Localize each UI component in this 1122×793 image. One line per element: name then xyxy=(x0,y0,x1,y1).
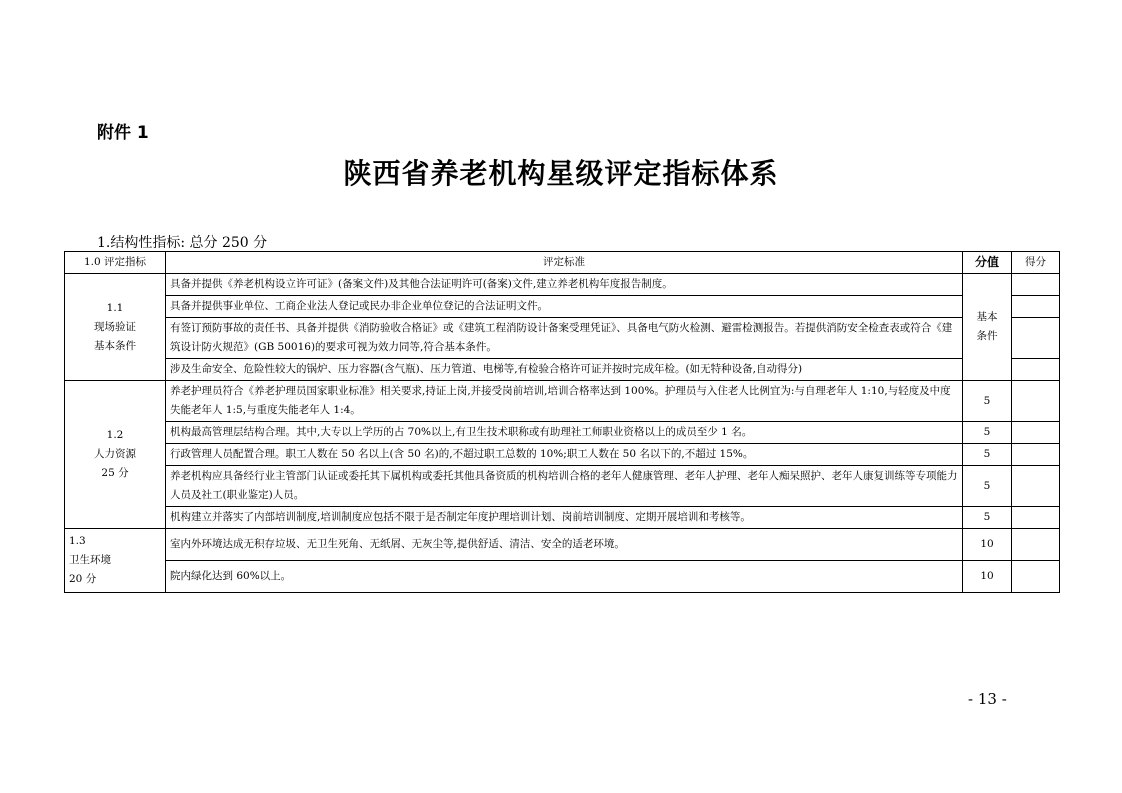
indicator-number: 1.3 xyxy=(69,535,86,547)
score-basic-1: 基本 xyxy=(976,311,998,323)
criteria-cell: 涉及生命安全、危险性较大的锅炉、压力容器(含气瓶)、压力管道、电梯等,有检验合格许可证并按时完成年检。(如无特种设备,自动得分) xyxy=(166,359,963,381)
criteria-cell: 养老机构应具备经行业主管部门认证或委托其下属机构或委托其他具备资质的机构培训合格的老年人健康管理、老年人护理、老年人痴呆照护、老年人康复训练等专项能力人员及社工(职业鉴定)人员。 xyxy=(166,466,963,507)
table-row xyxy=(65,422,1060,444)
criteria-cell: 具备并提供事业单位、工商企业法人登记或民办非企业单位登记的合法证明文件。 xyxy=(166,296,963,318)
obtained-cell xyxy=(1012,529,1060,561)
table-row xyxy=(65,381,1060,422)
table-row xyxy=(65,561,1060,593)
criteria-cell: 行政管理人员配置合理。职工人数在 50 名以上(含 50 名)的,不超过职工总数的 10%;职工人数在 50 名以下的,不超过 15%。 xyxy=(166,444,963,466)
table-row xyxy=(65,466,1060,507)
indicator-cell-1-3 xyxy=(65,529,166,593)
table-row xyxy=(65,274,1060,296)
indicator-cell-1-2 xyxy=(65,381,166,529)
table-row xyxy=(65,529,1060,561)
section-title: 1.结构性指标: 总分 250 分 xyxy=(97,235,268,251)
attachment-label: 附件 1 xyxy=(97,123,149,143)
criteria-cell: 机构最高管理层结构合理。其中,大专以上学历的占 70%以上,有卫生技术职称或有助理社工师职业资格以上的成员至少 1 名。 xyxy=(166,422,963,444)
table-row xyxy=(65,444,1060,466)
indicator-name: 卫生环境 xyxy=(69,554,111,566)
score-cell: 5 xyxy=(963,444,1012,466)
header-score: 分值 xyxy=(963,252,1012,274)
indicator-number: 1.1 xyxy=(106,301,124,314)
table-row xyxy=(65,507,1060,529)
header-indicator: 1.0 评定指标 xyxy=(65,252,166,274)
indicator-name: 现场验证 xyxy=(94,320,136,333)
score-cell: 5 xyxy=(963,422,1012,444)
criteria-cell: 院内绿化达到 60%以上。 xyxy=(166,561,963,593)
score-cell-basic xyxy=(963,274,1012,381)
page-number: - 13 - xyxy=(968,690,1007,708)
table-row xyxy=(65,296,1060,318)
obtained-cell xyxy=(1012,466,1060,507)
header-criteria: 评定标准 xyxy=(166,252,963,274)
obtained-cell xyxy=(1012,296,1060,318)
obtained-cell xyxy=(1012,422,1060,444)
obtained-cell xyxy=(1012,381,1060,422)
indicator-table xyxy=(64,251,1060,593)
indicator-points: 25 分 xyxy=(101,467,129,479)
indicator-cell-1-1 xyxy=(65,274,166,381)
score-basic-2: 条件 xyxy=(976,330,998,342)
criteria-cell: 室内外环境达成无积存垃圾、无卫生死角、无纸屑、无灰尘等,提供舒适、清洁、安全的适老环境。 xyxy=(166,529,963,561)
criteria-cell: 有签订预防事故的责任书、具备并提供《消防验收合格证》或《建筑工程消防设计备案受理凭证》、具备电气防火检测、避雷检测报告。若提供消防安全检查表或符合《建筑设计防火规范》(GB 50016)的要求可视为效力同等,符合基本条件。 xyxy=(166,318,963,359)
score-cell: 10 xyxy=(963,529,1012,561)
obtained-cell xyxy=(1012,274,1060,296)
criteria-cell: 具备并提供《养老机构设立许可证》(备案文件)及其他合法证明许可(备案)文件,建立养老机构年度报告制度。 xyxy=(166,274,963,296)
obtained-cell xyxy=(1012,561,1060,593)
criteria-cell: 机构建立并落实了内部培训制度,培训制度应包括不限于是否制定年度护理培训计划、岗前培训制度、定期开展培训和考核等。 xyxy=(166,507,963,529)
table-row xyxy=(65,359,1060,381)
indicator-number: 1.2 xyxy=(106,429,124,441)
obtained-cell xyxy=(1012,318,1060,359)
criteria-cell: 养老护理员符合《养老护理员国家职业标准》相关要求,持证上岗,并接受岗前培训,培训合格率达到 100%。护理员与入住老人比例宜为:与自理老年人 1:10,与轻度及中度失能老年人 1:5,与重度失能老年人 1:4。 xyxy=(166,381,963,422)
obtained-cell xyxy=(1012,507,1060,529)
score-cell: 5 xyxy=(963,507,1012,529)
document-title: 陕西省养老机构星级评定指标体系 xyxy=(343,157,779,190)
score-cell: 5 xyxy=(963,466,1012,507)
indicator-points: 20 分 xyxy=(69,573,97,585)
table-row xyxy=(65,318,1060,359)
header-obtained: 得分 xyxy=(1012,252,1060,274)
obtained-cell xyxy=(1012,444,1060,466)
score-cell: 5 xyxy=(963,381,1012,422)
score-cell: 10 xyxy=(963,561,1012,593)
indicator-name: 人力资源 xyxy=(94,448,136,460)
indicator-subname: 基本条件 xyxy=(94,339,136,352)
table-header-row xyxy=(65,252,1060,274)
obtained-cell xyxy=(1012,359,1060,381)
